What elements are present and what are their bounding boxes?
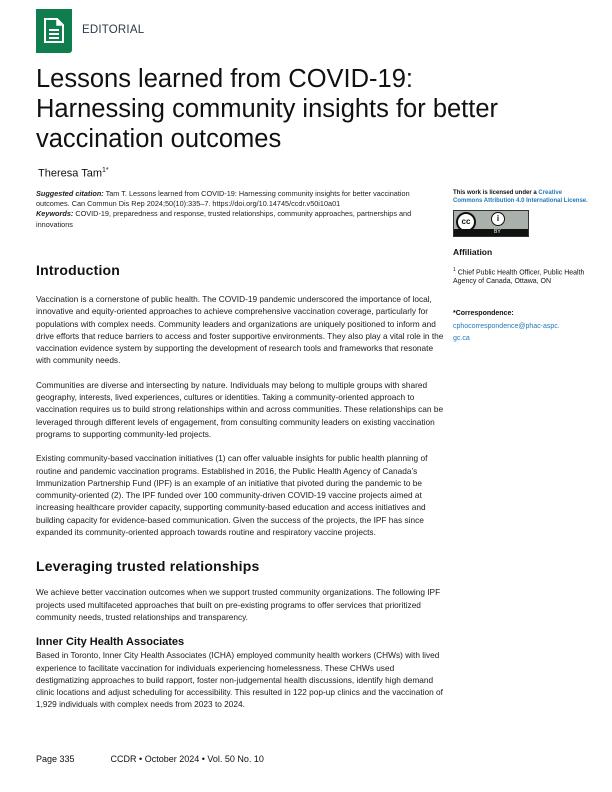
citation-text: Tam T. Lessons learned from COVID-19: Harnessing community insights for better vaccination outcomes. Can Commun Dis Rep 2024;50(10):335–7. https://doi.org/10.14745/ccdr.v50i10a01 [36,189,410,209]
keywords-text: COVID-19, preparedness and response, trusted relationships, community approaches, partnerships and innovations [36,209,412,229]
by-label: BY [494,229,501,235]
correspondence-heading: *Correspondence: [453,309,514,317]
license-link[interactable]: Creative Commons Attribution 4.0 International License. [453,190,588,204]
paragraph: Existing community-based vaccination initiatives (1) can offer valuable insights for public health planning of routine and pandemic vaccination programs. Established in 2016, the Public Health Agency of Canada’s Immunization Partnership Fund (IPF) is an example of an initiative that pivoted during the pandemic to be community-oriented (2). The IPF funded over 100 community-driven COVID-19 vaccine projects aimed at increasing healthcare provider capacity, supporting community-based education and access initiatives and building capacity for evidence-based communication. Given the success of the projects, the IPF has since expanded its community-oriented approach towards routine and respiratory vaccine projects. [36,453,428,538]
paragraph: Based in Toronto, Inner City Health Associates (ICHA) employed community health workers (CHWs) with lived experience to facilitate vaccination for individuals experiencing homelessness. These CHWs used destigmatizing approaches to build rapport, foster non-judgemental health discussions, identify high demand clinic locations and adjust scheduling for accessibility. This resulted in 122 pop-up clinics and the vaccination of 1,929 individuals with complex needs from 2023 to 2024. [36,650,443,710]
document-icon [43,18,65,44]
cc-icon: cc [456,212,476,232]
citation-label: Suggested citation: [36,189,104,198]
page-number: Page 335 [36,754,75,764]
cc-by-badge[interactable] [453,210,529,237]
paragraph: Communities are diverse and intersecting by nature. Individuals may belong to multiple groups with shared geography, interests, lived experiences, cultures or identities. Taking a community-oriented approach to vaccination requires us to build strong relationships within and across communities. These relationships can be leveraged through different levels of engagement, from consulting community leaders on existing vaccination programs to supporting community-led projects. [36,379,444,439]
author-name: Theresa Tam [38,167,102,180]
paragraph: We achieve better vaccination outcomes when we support trusted community organizations. The following IPF projects used multifaceted approaches that built on pre-existing programs to offer services that prioritized community needs, trusted relationships and transparency. [36,587,441,622]
affiliation-text [453,266,593,286]
cc-badge-bar [454,229,528,236]
author-marks: 1* [102,167,109,174]
page-footer [36,754,264,764]
paragraph: Vaccination is a cornerstone of public health. The COVID-19 pandemic underscored the importance of local, innovative and equity-oriented approaches to achieve comprehensive vaccination coverage, particularly for populations with complex needs. Community leaders and organizations are uniquely positioned to inform and drive efforts that reduce barriers to access and foster supportive environments. They also play a vital role in the vaccination evidence system by supporting the development of research tools and frameworks that resonate with community needs. [36,294,444,366]
article-title: Lessons learned from COVID-19: Harnessing community insights for better vaccination outcomes [36,65,499,153]
license-prefix: This work is licensed under a [453,190,539,196]
sidebar [453,190,593,345]
heading-leveraging: Leveraging trusted relationships [36,558,260,575]
affiliation-body: Chief Public Health Officer, Public Health Agency of Canada, Ottawa, ON [453,268,585,285]
journal-info: CCDR • October 2024 • Vol. 50 No. 10 [110,754,264,764]
affiliation-heading: Affiliation [453,247,493,257]
license-statement [453,190,593,205]
author-line [38,167,109,180]
affiliation-mark: 1 [453,266,456,273]
correspondence-email-link[interactable]: cphocorrespondence@phac-aspc.gc.ca [453,323,560,343]
citation-block [36,189,444,230]
editorial-badge [36,9,72,53]
heading-introduction: Introduction [36,262,121,278]
keywords-label: Keywords: [36,209,74,219]
article-body [36,262,446,711]
section-label: EDITORIAL [82,24,145,36]
heading-icha: Inner City Health Associates [36,636,185,649]
person-icon: i [491,212,505,226]
